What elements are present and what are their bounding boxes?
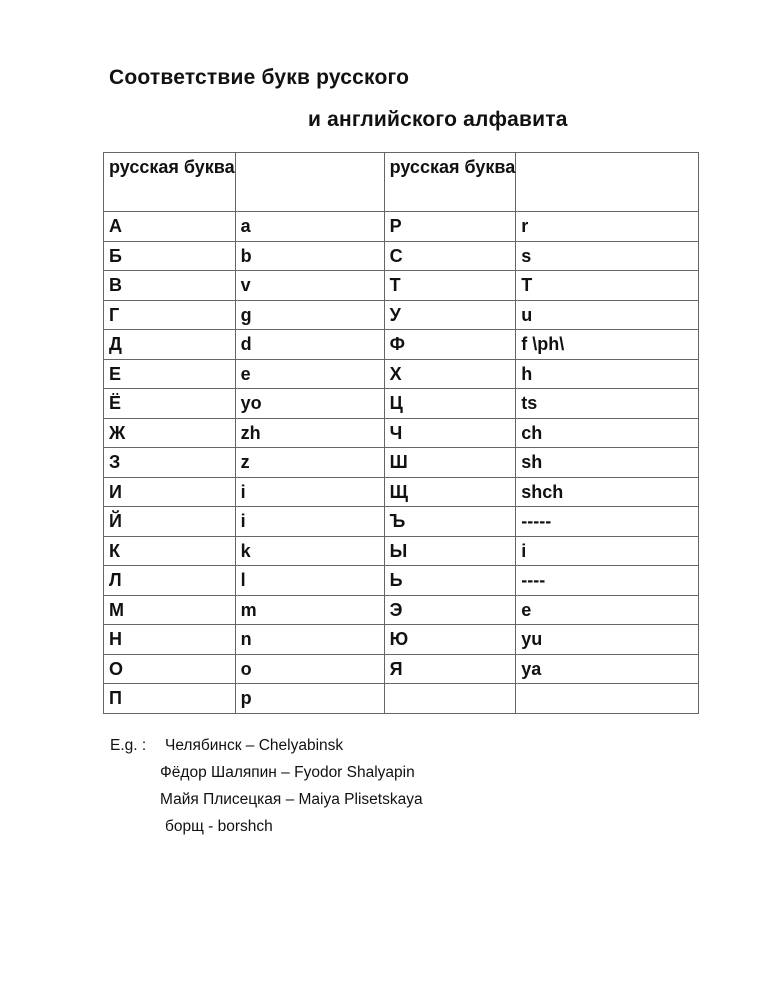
- english-letter-cell: ch: [516, 418, 699, 448]
- english-letter-cell: ya: [516, 654, 699, 684]
- english-letter-cell: yo: [235, 389, 384, 419]
- english-letter-cell: [516, 684, 699, 714]
- title-line-2: и английского алфавита: [308, 108, 568, 131]
- table-row: [104, 566, 699, 596]
- table-row: [104, 271, 699, 301]
- russian-letter-cell: Ё: [104, 389, 236, 419]
- english-letter-cell: p: [235, 684, 384, 714]
- table-row: [104, 536, 699, 566]
- english-letter-cell: a: [235, 212, 384, 242]
- table-row: [104, 389, 699, 419]
- russian-letter-cell: Ш: [384, 448, 516, 478]
- table-row: [104, 595, 699, 625]
- example-item: Майя Плисецкая – Maiya Plisetskaya: [160, 791, 423, 808]
- table-header-row: [104, 153, 699, 212]
- english-letter-cell: v: [235, 271, 384, 301]
- english-letter-cell: i: [516, 536, 699, 566]
- russian-letter-cell: Г: [104, 300, 236, 330]
- russian-letter-cell: П: [104, 684, 236, 714]
- russian-letter-cell: В: [104, 271, 236, 301]
- russian-letter-cell: О: [104, 654, 236, 684]
- table-row: [104, 654, 699, 684]
- table-row: [104, 300, 699, 330]
- russian-letter-cell: К: [104, 536, 236, 566]
- russian-letter-cell: Л: [104, 566, 236, 596]
- russian-letter-cell: Э: [384, 595, 516, 625]
- russian-letter-cell: Х: [384, 359, 516, 389]
- english-letter-cell: r: [516, 212, 699, 242]
- english-letter-cell: T: [516, 271, 699, 301]
- english-letter-cell: zh: [235, 418, 384, 448]
- english-letter-cell: ts: [516, 389, 699, 419]
- table-row: [104, 448, 699, 478]
- english-letter-cell: sh: [516, 448, 699, 478]
- english-letter-cell: d: [235, 330, 384, 360]
- header-russian-letter-1: русская буква: [104, 153, 236, 212]
- table-row: [104, 507, 699, 537]
- russian-letter-cell: С: [384, 241, 516, 271]
- english-letter-cell: -----: [516, 507, 699, 537]
- russian-letter-cell: Щ: [384, 477, 516, 507]
- example-item: борщ - borshch: [165, 818, 273, 835]
- header-russian-letter-2: русская буква: [384, 153, 516, 212]
- russian-letter-cell: А: [104, 212, 236, 242]
- example-item: Челябинск – Chelyabinsk: [165, 737, 344, 754]
- russian-letter-cell: М: [104, 595, 236, 625]
- table-row: [104, 212, 699, 242]
- russian-letter-cell: Ъ: [384, 507, 516, 537]
- russian-letter-cell: Д: [104, 330, 236, 360]
- english-letter-cell: n: [235, 625, 384, 655]
- russian-letter-cell: Ы: [384, 536, 516, 566]
- table-row: [104, 418, 699, 448]
- english-letter-cell: g: [235, 300, 384, 330]
- english-letter-cell: yu: [516, 625, 699, 655]
- russian-letter-cell: Р: [384, 212, 516, 242]
- english-letter-cell: u: [516, 300, 699, 330]
- russian-letter-cell: Е: [104, 359, 236, 389]
- english-letter-cell: shch: [516, 477, 699, 507]
- table-row: [104, 330, 699, 360]
- russian-letter-cell: Й: [104, 507, 236, 537]
- english-letter-cell: s: [516, 241, 699, 271]
- english-letter-cell: l: [235, 566, 384, 596]
- english-letter-cell: i: [235, 477, 384, 507]
- russian-letter-cell: Я: [384, 654, 516, 684]
- english-letter-cell: k: [235, 536, 384, 566]
- examples-label: E.g. :: [110, 737, 147, 754]
- russian-letter-cell: Б: [104, 241, 236, 271]
- russian-letter-cell: Ф: [384, 330, 516, 360]
- russian-letter-cell: У: [384, 300, 516, 330]
- russian-letter-cell: Ю: [384, 625, 516, 655]
- table-row: [104, 625, 699, 655]
- english-letter-cell: f \ph\: [516, 330, 699, 360]
- english-letter-cell: b: [235, 241, 384, 271]
- table-row: [104, 359, 699, 389]
- english-letter-cell: e: [235, 359, 384, 389]
- russian-letter-cell: Ц: [384, 389, 516, 419]
- english-letter-cell: m: [235, 595, 384, 625]
- russian-letter-cell: Т: [384, 271, 516, 301]
- russian-letter-cell: [384, 684, 516, 714]
- title-line-1: Соответствие букв русского: [109, 66, 410, 89]
- russian-letter-cell: Ж: [104, 418, 236, 448]
- table-row: [104, 241, 699, 271]
- russian-letter-cell: З: [104, 448, 236, 478]
- header-english-letter-2: [516, 153, 699, 212]
- table-row: [104, 684, 699, 714]
- russian-letter-cell: Н: [104, 625, 236, 655]
- header-english-letter-1: [235, 153, 384, 212]
- english-letter-cell: ----: [516, 566, 699, 596]
- russian-letter-cell: Ч: [384, 418, 516, 448]
- english-letter-cell: z: [235, 448, 384, 478]
- russian-letter-cell: И: [104, 477, 236, 507]
- table-row: [104, 477, 699, 507]
- example-item: Фёдор Шаляпин – Fyodor Shalyapin: [160, 764, 415, 781]
- english-letter-cell: o: [235, 654, 384, 684]
- russian-letter-cell: Ь: [384, 566, 516, 596]
- alphabet-table: [103, 152, 699, 714]
- english-letter-cell: h: [516, 359, 699, 389]
- english-letter-cell: i: [235, 507, 384, 537]
- english-letter-cell: e: [516, 595, 699, 625]
